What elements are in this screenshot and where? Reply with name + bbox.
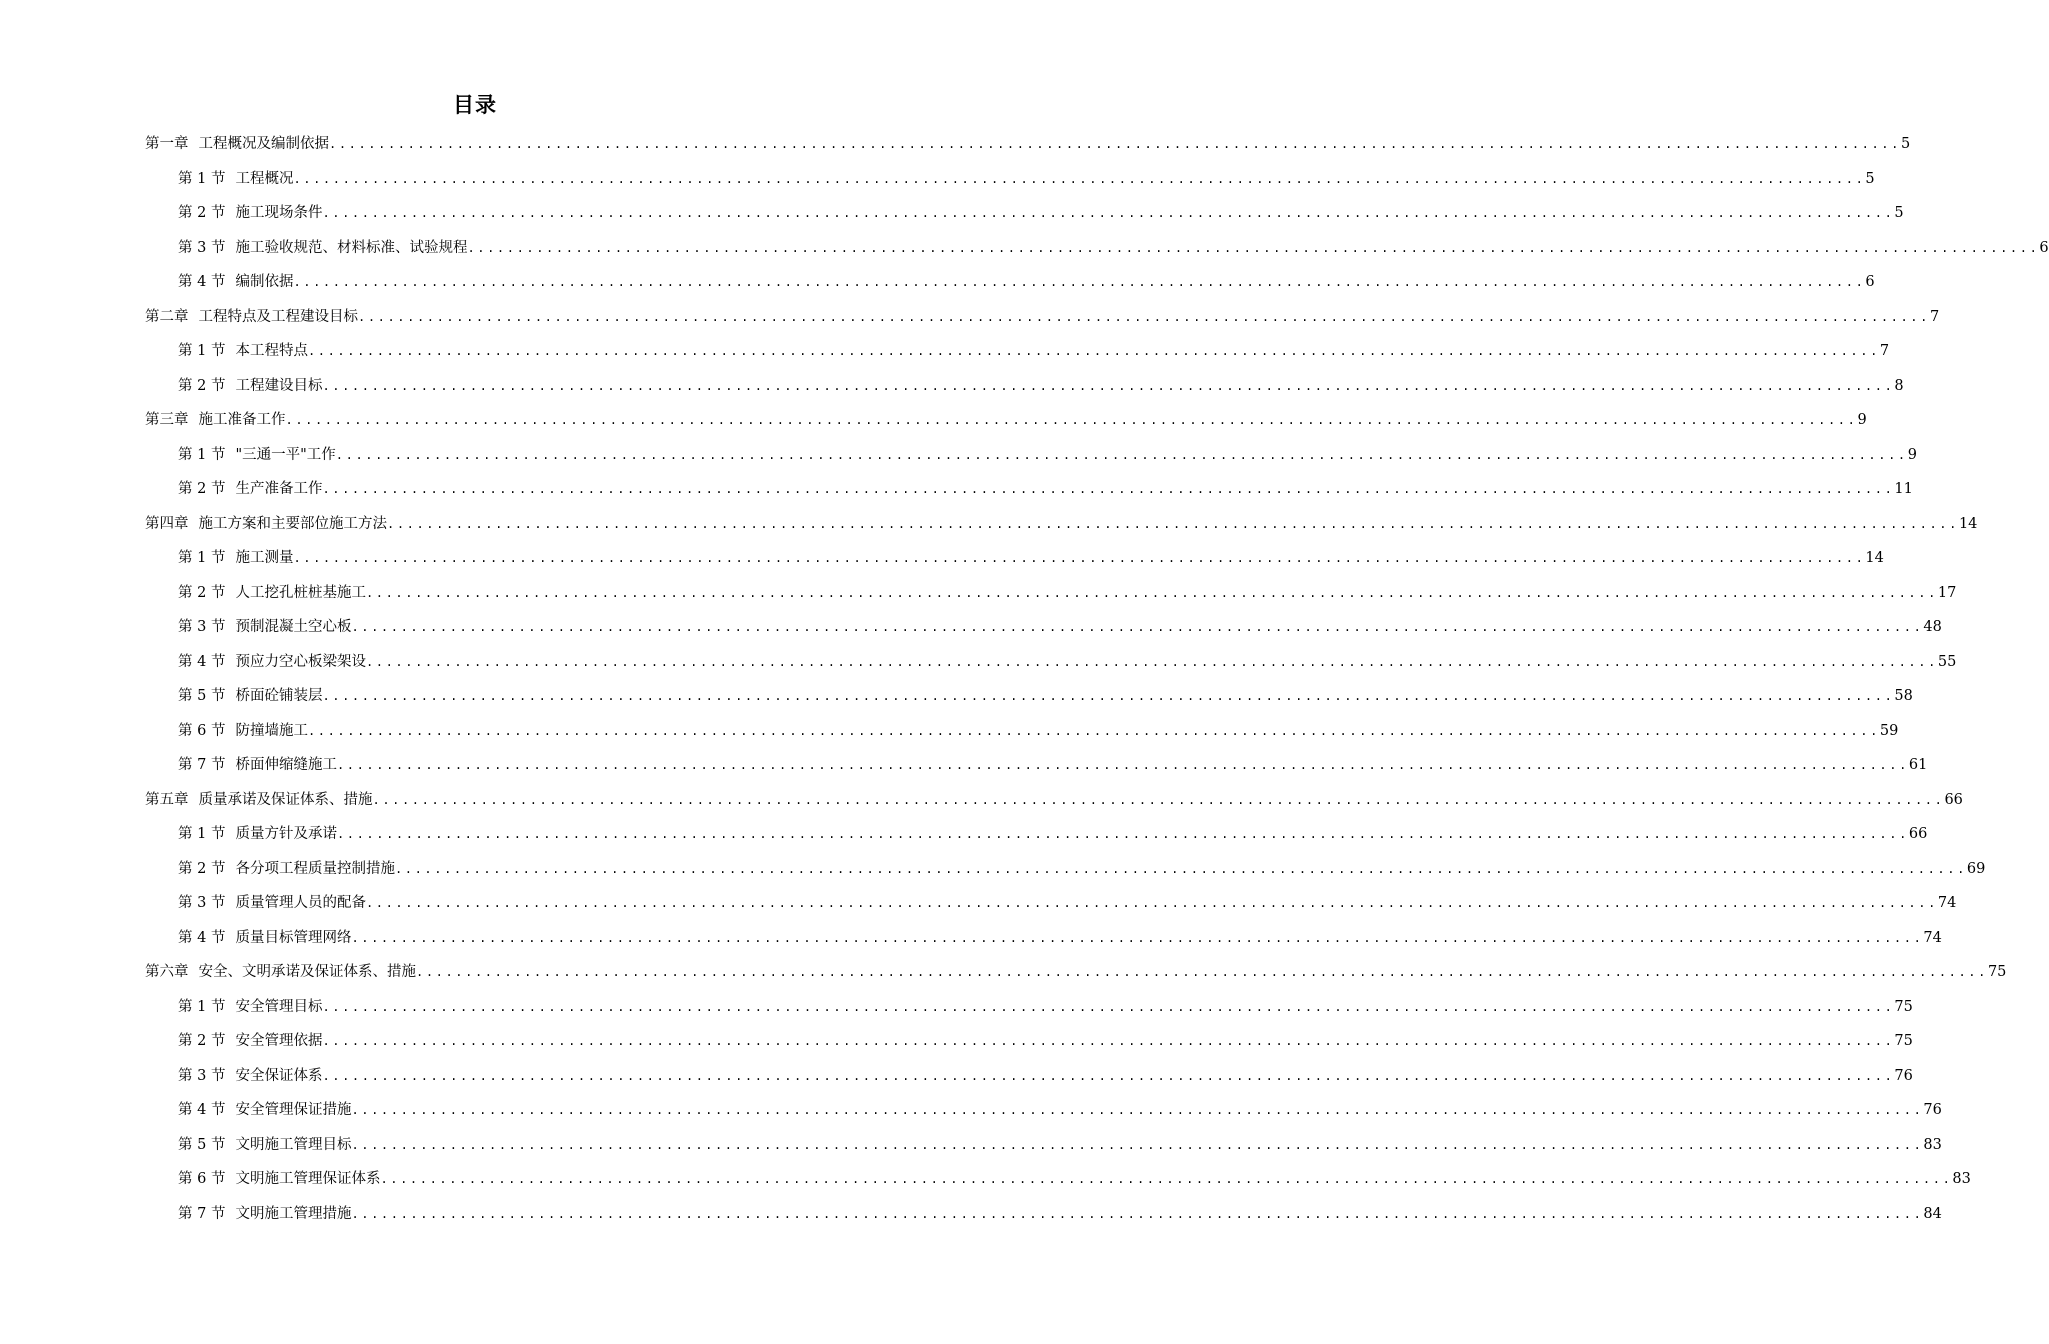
toc-dot-leader: ................................................................................................................................................................ bbox=[351, 1206, 1924, 1221]
toc-entry-chapter[interactable] bbox=[145, 783, 1963, 818]
toc-entry-label bbox=[178, 748, 337, 783]
toc-entry-label bbox=[178, 645, 366, 680]
toc-entry-page-number: 9 bbox=[1907, 446, 1917, 463]
table-of-contents bbox=[145, 127, 2049, 1231]
toc-entry-section[interactable] bbox=[145, 472, 1913, 507]
toc-dot-leader: ................................................................................................................................................................ bbox=[380, 1172, 1953, 1186]
toc-entry-number: 第 4 节 bbox=[178, 653, 226, 670]
toc-entry-page-number: 61 bbox=[1908, 757, 1928, 773]
toc-entry-number: 第 7 节 bbox=[178, 1205, 226, 1222]
toc-entry-text: 安全管理依据 bbox=[235, 1033, 323, 1049]
toc-dot-leader: ................................................................................................................................................................ bbox=[307, 723, 1880, 738]
toc-entry-label bbox=[178, 369, 322, 404]
toc-dot-leader: ................................................................................................................................................................ bbox=[351, 1137, 1924, 1152]
toc-entry-label bbox=[178, 679, 322, 714]
toc-entry-page-number: 58 bbox=[1894, 688, 1913, 704]
toc-entry-chapter[interactable] bbox=[145, 507, 1978, 542]
toc-entry-label bbox=[178, 576, 366, 611]
toc-entry-label bbox=[178, 334, 308, 369]
toc-entry-text: 工程建设目标 bbox=[235, 377, 323, 394]
toc-entry-number: 第 2 节 bbox=[178, 377, 226, 394]
toc-entry-text: 文明施工管理目标 bbox=[235, 1136, 352, 1153]
toc-title: 目录 bbox=[453, 93, 497, 117]
toc-entry-number: 第 6 节 bbox=[178, 1171, 226, 1187]
toc-entry-page-number: 5 bbox=[1865, 170, 1875, 187]
toc-entry-page-number: 5 bbox=[1894, 205, 1904, 221]
toc-entry-section[interactable] bbox=[145, 714, 1899, 749]
toc-entry-label bbox=[178, 541, 293, 576]
toc-entry-label bbox=[145, 127, 329, 162]
toc-entry-page-number: 83 bbox=[1952, 1171, 1971, 1187]
toc-entry-page-number: 6 bbox=[2039, 239, 2049, 256]
toc-entry-number: 第五章 bbox=[145, 791, 189, 808]
toc-entry-text: 本工程特点 bbox=[235, 343, 308, 359]
toc-dot-leader: ................................................................................................................................................................ bbox=[387, 516, 1959, 531]
toc-entry-label bbox=[178, 817, 337, 852]
toc-entry-section[interactable] bbox=[145, 852, 1986, 887]
toc-entry-number: 第一章 bbox=[145, 136, 189, 152]
toc-entry-section[interactable] bbox=[145, 265, 1875, 300]
toc-entry-section[interactable] bbox=[145, 1162, 1971, 1197]
toc-entry-page-number: 55 bbox=[1937, 653, 1957, 670]
toc-entry-page-number: 66 bbox=[1944, 791, 1963, 808]
toc-entry-number: 第 1 节 bbox=[178, 826, 226, 842]
toc-dot-leader: ................................................................................................................................................................ bbox=[336, 827, 1909, 841]
toc-entry-page-number: 74 bbox=[1937, 895, 1957, 911]
toc-entry-page-number: 75 bbox=[1894, 1033, 1913, 1049]
toc-dot-leader: ................................................................................................................................................................ bbox=[416, 965, 1988, 979]
toc-entry-text: 防撞墙施工 bbox=[235, 722, 308, 739]
toc-entry-page-number: 75 bbox=[1894, 998, 1913, 1015]
toc-entry-label bbox=[178, 990, 322, 1025]
toc-entry-number: 第 4 节 bbox=[178, 1102, 226, 1118]
toc-entry-text: 各分项工程质量控制措施 bbox=[235, 860, 395, 877]
toc-entry-text: 预制混凝土空心板 bbox=[235, 619, 352, 635]
toc-entry-section[interactable] bbox=[145, 645, 1957, 680]
toc-entry-page-number: 6 bbox=[1865, 274, 1875, 290]
toc-entry-text: 施工现场条件 bbox=[235, 205, 323, 221]
toc-entry-section[interactable] bbox=[145, 1197, 1942, 1232]
toc-entry-section[interactable] bbox=[145, 1093, 1942, 1128]
toc-entry-text: 质量承诺及保证体系、措施 bbox=[198, 791, 373, 808]
toc-dot-leader: ................................................................................................................................................................ bbox=[322, 1034, 1895, 1048]
toc-entry-text: 施工方案和主要部位施工方法 bbox=[198, 515, 387, 532]
toc-entry-page-number: 14 bbox=[1865, 550, 1884, 566]
toc-entry-number: 第 6 节 bbox=[178, 722, 226, 739]
toc-entry-number: 第二章 bbox=[145, 308, 189, 325]
toc-entry-page-number: 76 bbox=[1894, 1067, 1913, 1084]
toc-entry-number: 第 3 节 bbox=[178, 239, 226, 256]
toc-entry-number: 第 1 节 bbox=[178, 550, 226, 566]
toc-entry-label bbox=[178, 886, 366, 921]
toc-entry-section[interactable] bbox=[145, 817, 1928, 852]
toc-entry-label bbox=[178, 852, 395, 887]
toc-entry-section[interactable] bbox=[145, 231, 2049, 266]
toc-entry-section[interactable] bbox=[145, 610, 1942, 645]
toc-entry-text: 文明施工管理措施 bbox=[235, 1205, 352, 1222]
toc-entry-text: 人工挖孔桩桩基施工 bbox=[235, 584, 366, 601]
toc-dot-leader: ................................................................................................................................................................ bbox=[467, 240, 2040, 255]
toc-entry-label bbox=[178, 1024, 322, 1059]
toc-dot-leader: ................................................................................................................................................................ bbox=[335, 447, 1908, 462]
toc-entry-page-number: 84 bbox=[1923, 1205, 1942, 1222]
toc-entry-page-number: 11 bbox=[1894, 481, 1913, 497]
toc-entry-label bbox=[178, 438, 336, 473]
toc-entry-page-number: 69 bbox=[1966, 860, 1986, 877]
toc-entry-text: 工程特点及工程建设目标 bbox=[198, 308, 358, 325]
toc-entry-text: "三通一平"工作 bbox=[235, 446, 336, 463]
toc-entry-text: 安全保证体系 bbox=[235, 1067, 323, 1084]
toc-entry-label bbox=[145, 955, 416, 990]
toc-entry-section[interactable] bbox=[145, 1024, 1913, 1059]
toc-dot-leader: ................................................................................................................................................................ bbox=[365, 654, 1938, 669]
toc-entry-page-number: 9 bbox=[1857, 412, 1867, 428]
toc-dot-leader: ................................................................................................................................................................ bbox=[293, 275, 1866, 289]
toc-entry-text: 桥面伸缩缝施工 bbox=[235, 757, 337, 773]
toc-entry-page-number: 8 bbox=[1894, 377, 1904, 394]
toc-entry-section[interactable] bbox=[145, 334, 1890, 369]
toc-entry-text: 生产准备工作 bbox=[235, 481, 323, 497]
toc-entry-number: 第 5 节 bbox=[178, 688, 226, 704]
toc-entry-text: 施工测量 bbox=[235, 550, 294, 566]
toc-entry-section[interactable] bbox=[145, 369, 1904, 404]
toc-entry-page-number: 74 bbox=[1923, 929, 1942, 946]
toc-entry-number: 第 1 节 bbox=[178, 343, 226, 359]
toc-dot-leader: ................................................................................................................................................................ bbox=[329, 137, 1901, 151]
toc-entry-chapter[interactable] bbox=[145, 955, 2007, 990]
toc-entry-page-number: 14 bbox=[1958, 515, 1978, 532]
toc-entry-label bbox=[145, 507, 387, 542]
toc-dot-leader: ................................................................................................................................................................ bbox=[372, 792, 1945, 807]
toc-entry-number: 第 7 节 bbox=[178, 757, 226, 773]
toc-entry-number: 第 3 节 bbox=[178, 895, 226, 911]
toc-entry-text: 安全管理目标 bbox=[235, 998, 323, 1015]
toc-entry-page-number: 5 bbox=[1900, 136, 1911, 152]
toc-entry-text: 文明施工管理保证体系 bbox=[235, 1171, 381, 1187]
toc-entry-section[interactable] bbox=[145, 1059, 1913, 1094]
toc-dot-leader: ................................................................................................................................................................ bbox=[351, 1103, 1924, 1117]
toc-dot-leader: ................................................................................................................................................................ bbox=[351, 930, 1924, 945]
toc-entry-section[interactable] bbox=[145, 679, 1913, 714]
toc-dot-leader: ................................................................................................................................................................ bbox=[351, 620, 1924, 634]
toc-dot-leader: ................................................................................................................................................................ bbox=[365, 896, 1938, 910]
toc-entry-text: 质量管理人员的配备 bbox=[235, 895, 366, 911]
toc-dot-leader: ................................................................................................................................................................ bbox=[285, 413, 1858, 427]
toc-entry-number: 第 5 节 bbox=[178, 1136, 226, 1153]
toc-entry-section[interactable] bbox=[145, 748, 1928, 783]
toc-entry-text: 预应力空心板梁架设 bbox=[235, 653, 366, 670]
toc-entry-label bbox=[178, 714, 308, 749]
toc-entry-label bbox=[178, 1093, 351, 1128]
toc-entry-number: 第三章 bbox=[145, 412, 189, 428]
toc-dot-leader: ................................................................................................................................................................ bbox=[365, 585, 1938, 600]
toc-entry-label bbox=[178, 196, 322, 231]
toc-dot-leader: ................................................................................................................................................................ bbox=[336, 758, 1909, 772]
toc-entry-text: 质量目标管理网络 bbox=[235, 929, 352, 946]
toc-entry-label bbox=[178, 472, 322, 507]
toc-entry-page-number: 83 bbox=[1923, 1136, 1942, 1153]
toc-entry-section[interactable] bbox=[145, 990, 1913, 1025]
toc-entry-number: 第 2 节 bbox=[178, 584, 226, 601]
toc-entry-page-number: 76 bbox=[1923, 1102, 1942, 1118]
toc-entry-page-number: 59 bbox=[1879, 722, 1899, 739]
toc-entry-number: 第 2 节 bbox=[178, 860, 226, 877]
toc-entry-text: 施工验收规范、材料标准、试验规程 bbox=[235, 239, 468, 256]
toc-entry-label bbox=[178, 1162, 380, 1197]
toc-entry-number: 第四章 bbox=[145, 515, 189, 532]
toc-entry-text: 施工准备工作 bbox=[198, 412, 286, 428]
toc-entry-section[interactable] bbox=[145, 1128, 1942, 1163]
toc-entry-number: 第 3 节 bbox=[178, 1067, 226, 1084]
toc-entry-page-number: 48 bbox=[1923, 619, 1942, 635]
toc-entry-chapter[interactable] bbox=[145, 300, 1940, 335]
toc-entry-number: 第 2 节 bbox=[178, 481, 226, 497]
toc-entry-page-number: 75 bbox=[1987, 964, 2007, 980]
toc-entry-number: 第 2 节 bbox=[178, 1033, 226, 1049]
toc-entry-number: 第 4 节 bbox=[178, 274, 226, 290]
toc-entry-text: 桥面砼铺装层 bbox=[235, 688, 323, 704]
toc-entry-text: 编制依据 bbox=[235, 274, 294, 290]
toc-entry-text: 工程概况及编制依据 bbox=[198, 136, 329, 152]
toc-entry-chapter[interactable] bbox=[145, 127, 1911, 162]
toc-entry-number: 第 4 节 bbox=[178, 929, 226, 946]
toc-entry-label bbox=[145, 783, 373, 818]
toc-entry-page-number: 7 bbox=[1929, 308, 1940, 325]
toc-entry-label bbox=[178, 921, 351, 956]
toc-entry-number: 第 1 节 bbox=[178, 998, 226, 1015]
toc-entry-number: 第 1 节 bbox=[178, 446, 226, 463]
toc-entry-section[interactable] bbox=[145, 438, 1917, 473]
toc-entry-label bbox=[178, 1197, 351, 1232]
toc-entry-text: 工程概况 bbox=[235, 170, 294, 187]
toc-entry-text: 安全管理保证措施 bbox=[235, 1102, 352, 1118]
toc-dot-leader: ................................................................................................................................................................ bbox=[394, 861, 1967, 876]
toc-entry-label bbox=[145, 403, 286, 438]
toc-entry-section[interactable] bbox=[145, 576, 1957, 611]
toc-entry-section[interactable] bbox=[145, 921, 1942, 956]
toc-entry-number: 第六章 bbox=[145, 964, 189, 980]
toc-entry-page-number: 17 bbox=[1937, 584, 1957, 601]
toc-entry-label bbox=[178, 1128, 351, 1163]
toc-dot-leader: ................................................................................................................................................................ bbox=[293, 551, 1866, 565]
toc-entry-label bbox=[178, 231, 467, 266]
toc-entry-label bbox=[178, 610, 351, 645]
toc-entry-section[interactable] bbox=[145, 886, 1957, 921]
toc-entry-text: 安全、文明承诺及保证体系、措施 bbox=[198, 964, 416, 980]
toc-dot-leader: ................................................................................................................................................................ bbox=[358, 309, 1930, 324]
toc-entry-number: 第 2 节 bbox=[178, 205, 226, 221]
toc-entry-label bbox=[178, 1059, 322, 1094]
toc-entry-page-number: 7 bbox=[1879, 343, 1890, 359]
toc-entry-page-number: 66 bbox=[1908, 826, 1928, 842]
toc-entry-section[interactable] bbox=[145, 162, 1875, 197]
toc-entry-section[interactable] bbox=[145, 541, 1884, 576]
toc-entry-number: 第 1 节 bbox=[178, 170, 226, 187]
toc-entry-section[interactable] bbox=[145, 196, 1904, 231]
toc-dot-leader: ................................................................................................................................................................ bbox=[307, 344, 1880, 358]
toc-entry-label bbox=[178, 265, 293, 300]
toc-entry-label bbox=[145, 300, 358, 335]
toc-dot-leader: ................................................................................................................................................................ bbox=[322, 1068, 1895, 1083]
toc-entry-label bbox=[178, 162, 293, 197]
toc-dot-leader: ................................................................................................................................................................ bbox=[322, 378, 1895, 393]
toc-entry-number: 第 3 节 bbox=[178, 619, 226, 635]
toc-dot-leader: ................................................................................................................................................................ bbox=[293, 171, 1866, 186]
toc-entry-chapter[interactable] bbox=[145, 403, 1867, 438]
toc-dot-leader: ................................................................................................................................................................ bbox=[322, 999, 1895, 1014]
toc-dot-leader: ................................................................................................................................................................ bbox=[322, 482, 1895, 496]
toc-dot-leader: ................................................................................................................................................................ bbox=[322, 689, 1895, 703]
toc-dot-leader: ................................................................................................................................................................ bbox=[322, 206, 1895, 220]
toc-entry-text: 质量方针及承诺 bbox=[235, 826, 337, 842]
